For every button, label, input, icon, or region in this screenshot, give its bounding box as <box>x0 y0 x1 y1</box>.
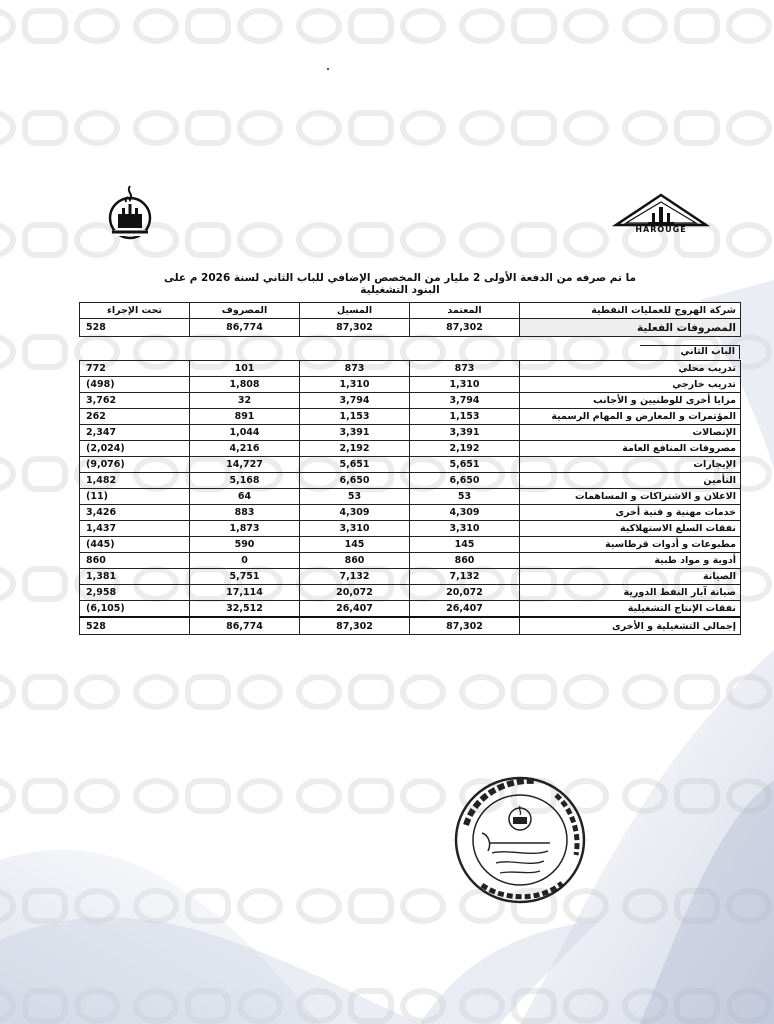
row-released: 7,132 <box>300 569 410 585</box>
row-spent: 32,512 <box>190 601 300 618</box>
row-spent: 1,808 <box>190 377 300 393</box>
section-label: الباب الثاني <box>640 345 740 359</box>
watermark-row <box>0 666 774 706</box>
table-row <box>80 361 741 377</box>
row-released: 860 <box>300 553 410 569</box>
row-item-name: مزايا أخرى للوطنيين و الأجانب <box>520 393 741 409</box>
total-released: 87,302 <box>300 617 410 635</box>
row-pending: 1,437 <box>80 521 190 537</box>
row-item-name: مصروفات المنافع العامة <box>520 441 741 457</box>
row-spent: 5,168 <box>190 473 300 489</box>
row-item-name: مطبوعات و أدوات قرطاسية <box>520 537 741 553</box>
row-released: 53 <box>300 489 410 505</box>
row-approved: 6,650 <box>410 473 520 489</box>
table-row <box>80 473 741 489</box>
summary-header-table <box>79 302 741 337</box>
total-pending: 528 <box>80 617 190 635</box>
row-released: 3,310 <box>300 521 410 537</box>
official-stamp <box>452 773 588 907</box>
harouge-logo <box>612 193 710 239</box>
row-item-name: أدوية و مواد طبية <box>520 553 741 569</box>
table-row <box>80 505 741 521</box>
watermark-row <box>0 980 774 1020</box>
watermark-row <box>0 770 774 810</box>
row-pending: (11) <box>80 489 190 505</box>
row-approved: 20,072 <box>410 585 520 601</box>
row-spent: 883 <box>190 505 300 521</box>
row-released: 145 <box>300 537 410 553</box>
row-released: 5,651 <box>300 457 410 473</box>
total-spent: 86,774 <box>190 617 300 635</box>
table-row <box>80 457 741 473</box>
table-row <box>80 393 741 409</box>
row-spent: 64 <box>190 489 300 505</box>
row-released: 26,407 <box>300 601 410 618</box>
row-pending: (6,105) <box>80 601 190 618</box>
total-label: إجمالي التشغيلية و الأخرى <box>520 617 741 635</box>
row-pending: 2,958 <box>80 585 190 601</box>
row-pending: 3,426 <box>80 505 190 521</box>
table-row <box>80 409 741 425</box>
row-spent: 891 <box>190 409 300 425</box>
header-company: شركة الهروج للعمليات النفطية <box>520 303 741 319</box>
actual-spent: 86,774 <box>190 319 300 337</box>
row-approved: 1,310 <box>410 377 520 393</box>
row-pending: 262 <box>80 409 190 425</box>
row-item-name: صيانة آبار النفط الدورية <box>520 585 741 601</box>
row-released: 3,391 <box>300 425 410 441</box>
row-approved: 860 <box>410 553 520 569</box>
row-released: 1,153 <box>300 409 410 425</box>
row-spent: 4,216 <box>190 441 300 457</box>
row-pending: 3,762 <box>80 393 190 409</box>
row-approved: 53 <box>410 489 520 505</box>
row-pending: 860 <box>80 553 190 569</box>
total-row <box>80 617 741 635</box>
expenses-table <box>79 360 741 635</box>
header-pending: تحت الإجراء <box>80 303 190 319</box>
row-pending: (498) <box>80 377 190 393</box>
watermark-row <box>0 880 774 920</box>
row-item-name: المؤتمرات و المعارض و المهام الرسمية <box>520 409 741 425</box>
row-pending: 772 <box>80 361 190 377</box>
row-spent: 1,873 <box>190 521 300 537</box>
header-released: المسيل <box>300 303 410 319</box>
table-row <box>80 601 741 618</box>
header-approved: المعتمد <box>410 303 520 319</box>
row-item-name: الصيانة <box>520 569 741 585</box>
row-approved: 3,794 <box>410 393 520 409</box>
row-spent: 5,751 <box>190 569 300 585</box>
row-released: 1,310 <box>300 377 410 393</box>
table-row <box>80 569 741 585</box>
actual-pending: 528 <box>80 319 190 337</box>
table-row <box>80 377 741 393</box>
row-pending: 1,482 <box>80 473 190 489</box>
table-row <box>80 425 741 441</box>
row-released: 4,309 <box>300 505 410 521</box>
row-approved: 145 <box>410 537 520 553</box>
row-item-name: خدمات مهنية و فنية أخرى <box>520 505 741 521</box>
row-approved: 7,132 <box>410 569 520 585</box>
actual-released: 87,302 <box>300 319 410 337</box>
company-emblem-icon <box>104 184 156 240</box>
row-approved: 3,391 <box>410 425 520 441</box>
row-approved: 26,407 <box>410 601 520 618</box>
row-spent: 101 <box>190 361 300 377</box>
row-approved: 873 <box>410 361 520 377</box>
row-released: 3,794 <box>300 393 410 409</box>
harouge-logo-text: HAROUGE <box>635 225 687 234</box>
row-item-name: التأمين <box>520 473 741 489</box>
table-row <box>80 441 741 457</box>
row-pending: (445) <box>80 537 190 553</box>
table-row <box>80 585 741 601</box>
row-pending: (9,076) <box>80 457 190 473</box>
table-row <box>80 521 741 537</box>
row-released: 873 <box>300 361 410 377</box>
row-spent: 14,727 <box>190 457 300 473</box>
table-row <box>80 489 741 505</box>
scan-speck <box>327 68 329 70</box>
row-pending: 1,381 <box>80 569 190 585</box>
watermark-row <box>0 0 774 40</box>
row-approved: 2,192 <box>410 441 520 457</box>
row-item-name: الإتصالات <box>520 425 741 441</box>
row-approved: 1,153 <box>410 409 520 425</box>
row-item-name: نفقات السلع الاستهلاكية <box>520 521 741 537</box>
row-item-name: نفقات الإنتاج التشغيلية <box>520 601 741 618</box>
row-approved: 3,310 <box>410 521 520 537</box>
table-row <box>80 537 741 553</box>
row-item-name: الاعلان و الاشتراكات و المساهمات <box>520 489 741 505</box>
row-spent: 590 <box>190 537 300 553</box>
row-spent: 0 <box>190 553 300 569</box>
total-approved: 87,302 <box>410 617 520 635</box>
row-spent: 1,044 <box>190 425 300 441</box>
header-row <box>80 303 741 319</box>
document-title: ما تم صرفه من الدفعة الأولى 2 مليار من المخصص الإضافي للباب الثاني لسنة 2026 م على البنود التشغيلية <box>163 272 637 296</box>
row-pending: 2,347 <box>80 425 190 441</box>
row-item-name: تدريب خارجي <box>520 377 741 393</box>
header-spent: المصروف <box>190 303 300 319</box>
harouge-logo-icon <box>612 193 710 227</box>
row-spent: 17,114 <box>190 585 300 601</box>
actual-approved: 87,302 <box>410 319 520 337</box>
row-item-name: تدريب محلي <box>520 361 741 377</box>
row-approved: 5,651 <box>410 457 520 473</box>
row-item-name: الإيجارات <box>520 457 741 473</box>
actual-expenses-label: المصروفات الفعلية <box>520 319 741 337</box>
row-spent: 32 <box>190 393 300 409</box>
row-approved: 4,309 <box>410 505 520 521</box>
row-released: 20,072 <box>300 585 410 601</box>
row-released: 6,650 <box>300 473 410 489</box>
row-pending: (2,024) <box>80 441 190 457</box>
row-released: 2,192 <box>300 441 410 457</box>
table-row <box>80 553 741 569</box>
watermark-row <box>0 102 774 142</box>
actual-expenses-row <box>80 319 741 337</box>
